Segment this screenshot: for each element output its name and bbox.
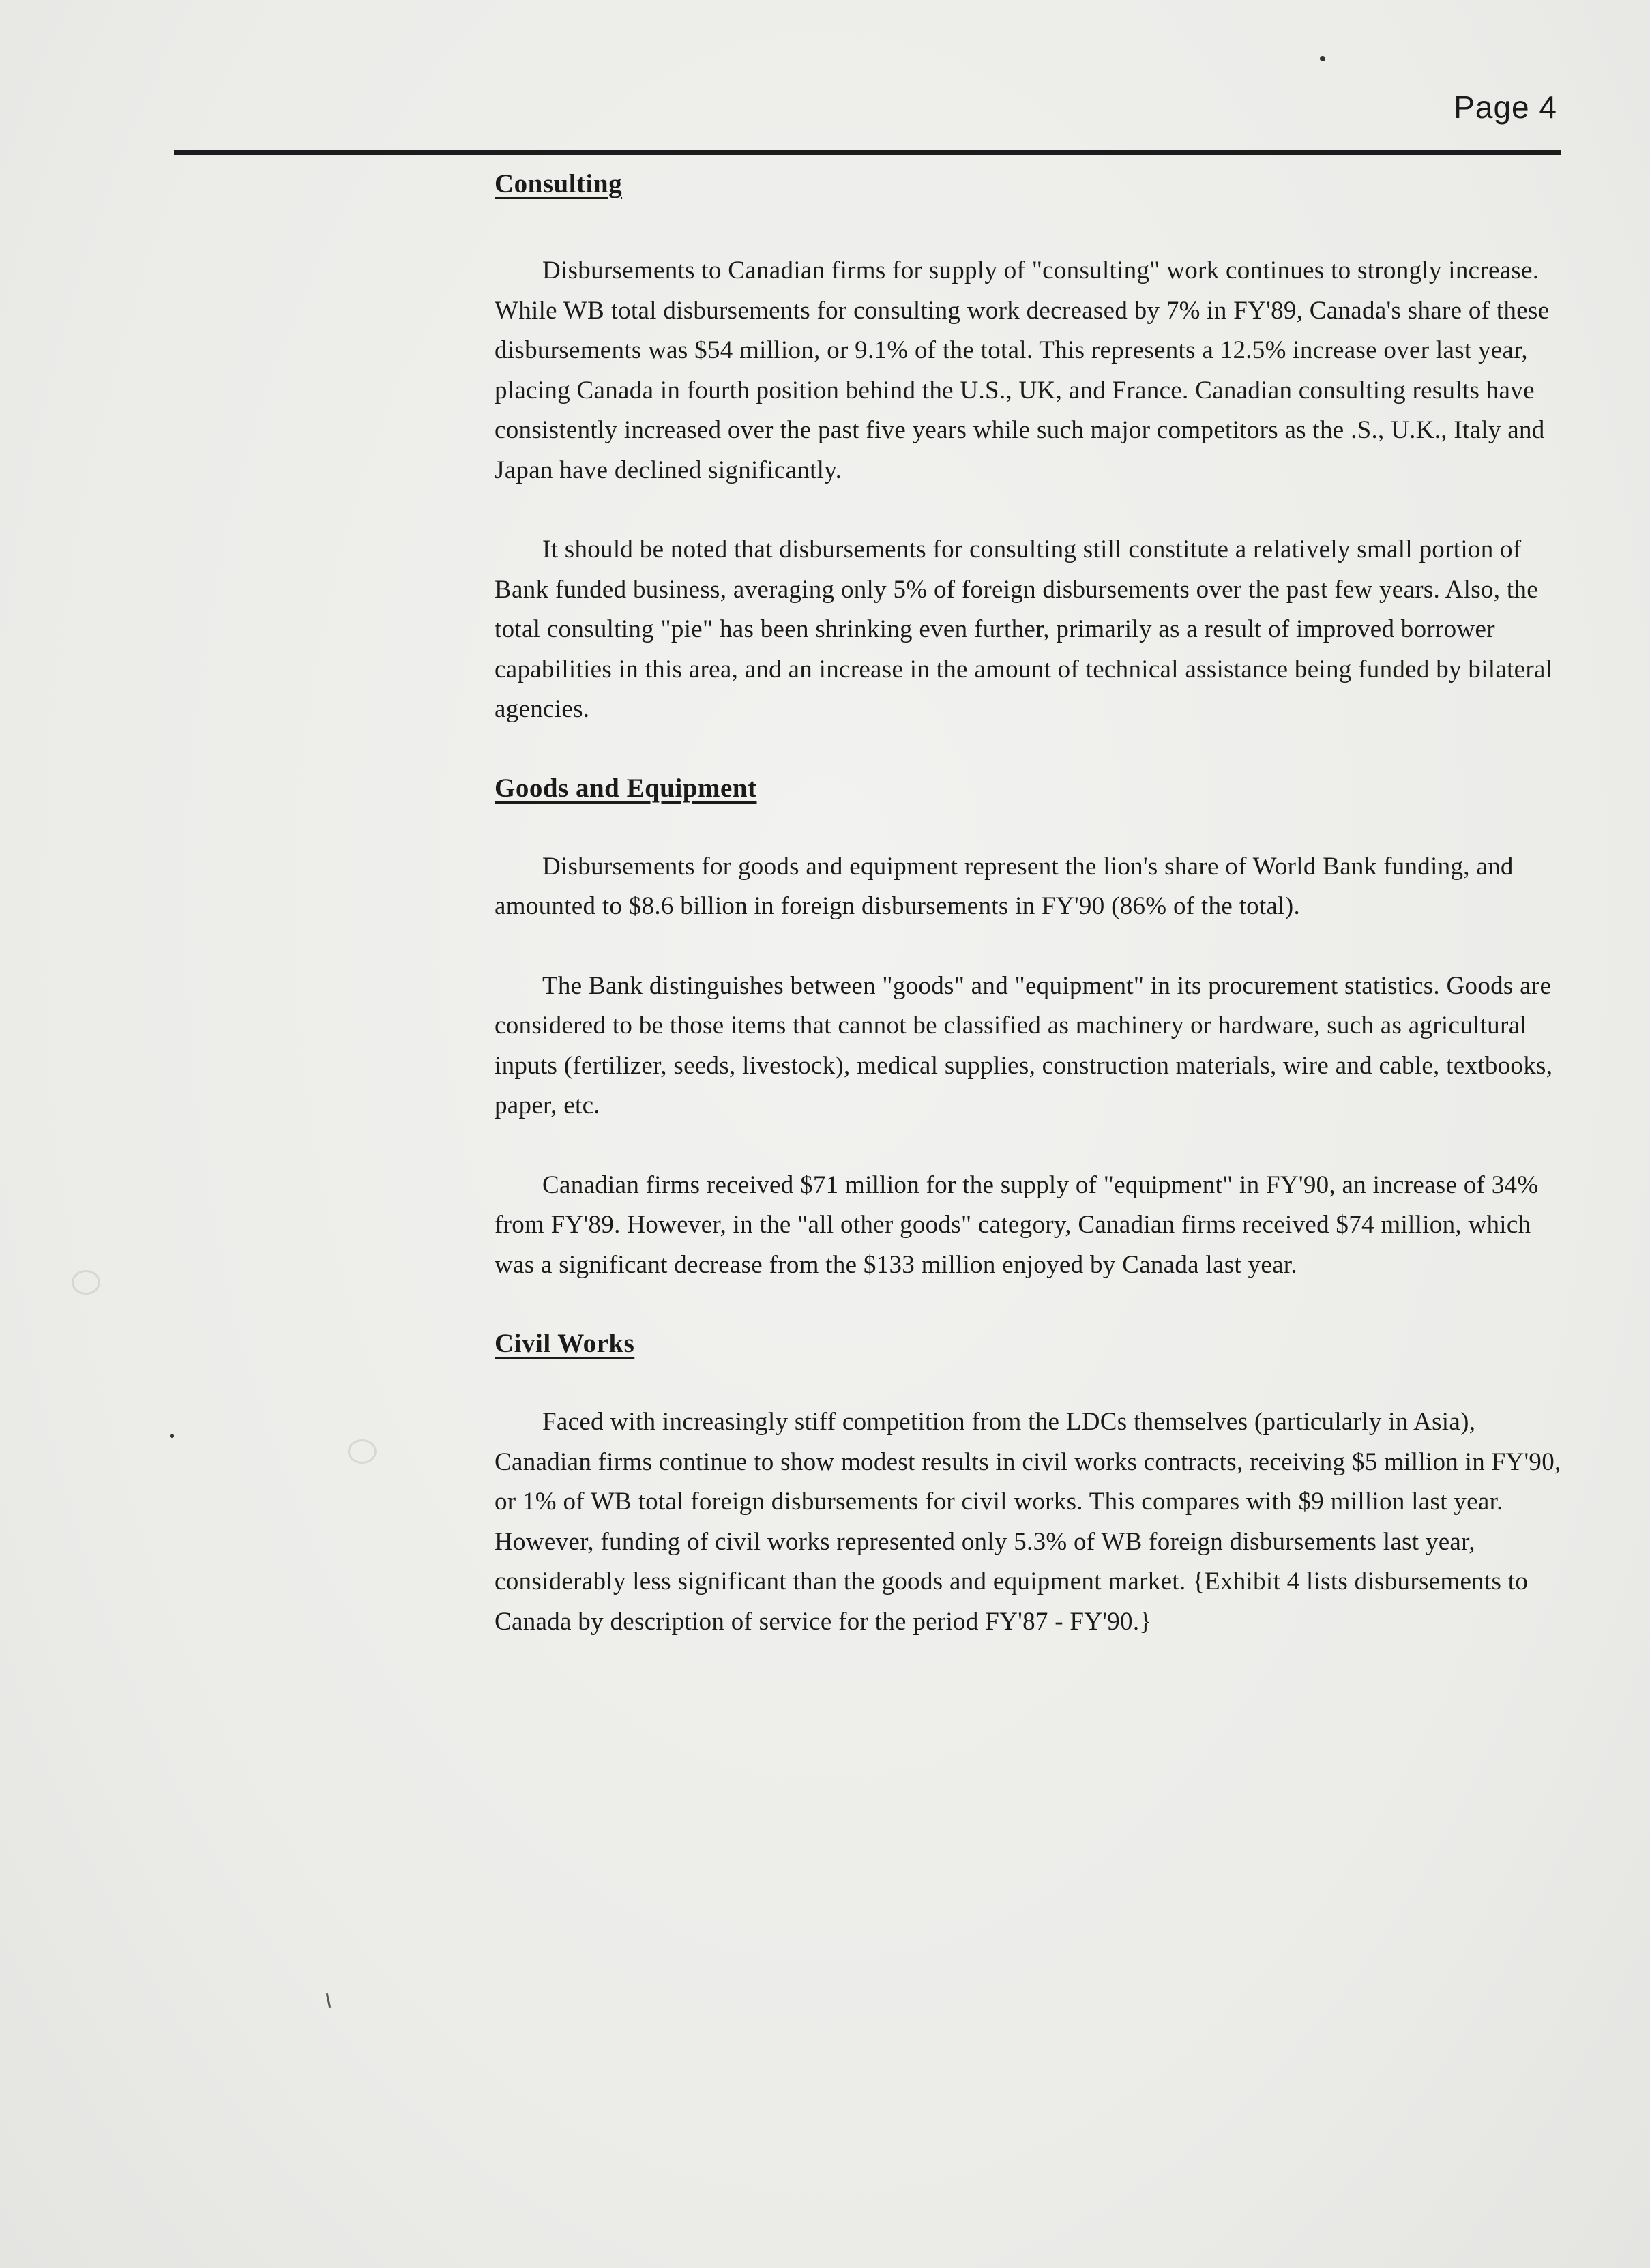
section-heading-civil-works: Civil Works [495, 1329, 635, 1358]
scan-artifact [72, 1270, 100, 1295]
paragraph: Canadian firms received $71 million for the supply of "equipment" in FY'90, an increase of 34% from FY'89. However, in the "all other goods" category, Canadian firms received $74 million, which was a significant decrease from the $133 million enjoyed by Canada last year. [495, 1170, 1539, 1279]
scan-artifact [348, 1439, 377, 1464]
section-heading-goods-and-equipment: Goods and Equipment [495, 773, 757, 803]
page-number: Page 4 [1454, 89, 1557, 125]
document-body [495, 164, 1565, 1642]
section-heading-consulting: Consulting [495, 169, 623, 198]
paragraph: It should be noted that disbursements for consulting still constitute a relatively small portion of Bank funded business, averaging only 5% of foreign disbursements over the past few years. Also, the total consulting "pie" has been shrinking even further, primarily as a result of improved borrower capabilities in this area, and an increase in the amount of technical assistance being funded by bilateral agencies. [495, 535, 1553, 723]
paragraph: Disbursements for goods and equipment represent the lion's share of World Bank funding, and amounted to $8.6 billion in foreign disbursements in FY'90 (86% of the total). [495, 852, 1514, 920]
header-rule [174, 150, 1561, 155]
speck-mark [170, 1434, 174, 1438]
paragraph: The Bank distinguishes between "goods" and "equipment" in its procurement statistics. Goods are considered to be those items that cannot be classified as machinery or hardware, such as agricultural inputs (fertilizer, seeds, livestock), medical supplies, construction materials, wire and cable, textbooks, paper, etc. [495, 971, 1553, 1119]
speck-mark [1320, 56, 1325, 61]
paragraph: Faced with increasingly stiff competition from the LDCs themselves (particularly in Asia), Canadian firms continue to show modest results in civil works contracts, receiving $5 million in FY'90, or 1% of WB total foreign disbursements for civil works. This compares with $9 million last year. However, funding of civil works represented only 5.3% of WB foreign disbursements last year, considerably less significant than the goods and equipment market. {Exhibit 4 lists disbursements to Canada by description of service for the period FY'87 - FY'90.} [495, 1408, 1561, 1636]
speck-mark [326, 1993, 332, 2008]
paragraph: Disbursements to Canadian firms for supply of "consulting" work continues to strongly increase. While WB total disbursements for consulting work decreased by 7% in FY'89, Canada's share of these disbursements was $54 million, or 9.1% of the total. This represents a 12.5% increase over last year, placing Canada in fourth position behind the U.S., UK, and France. Canadian consulting results have consistently increased over the past five years while such major competitors as the .S., U.K., Italy and Japan have declined significantly. [495, 256, 1550, 484]
